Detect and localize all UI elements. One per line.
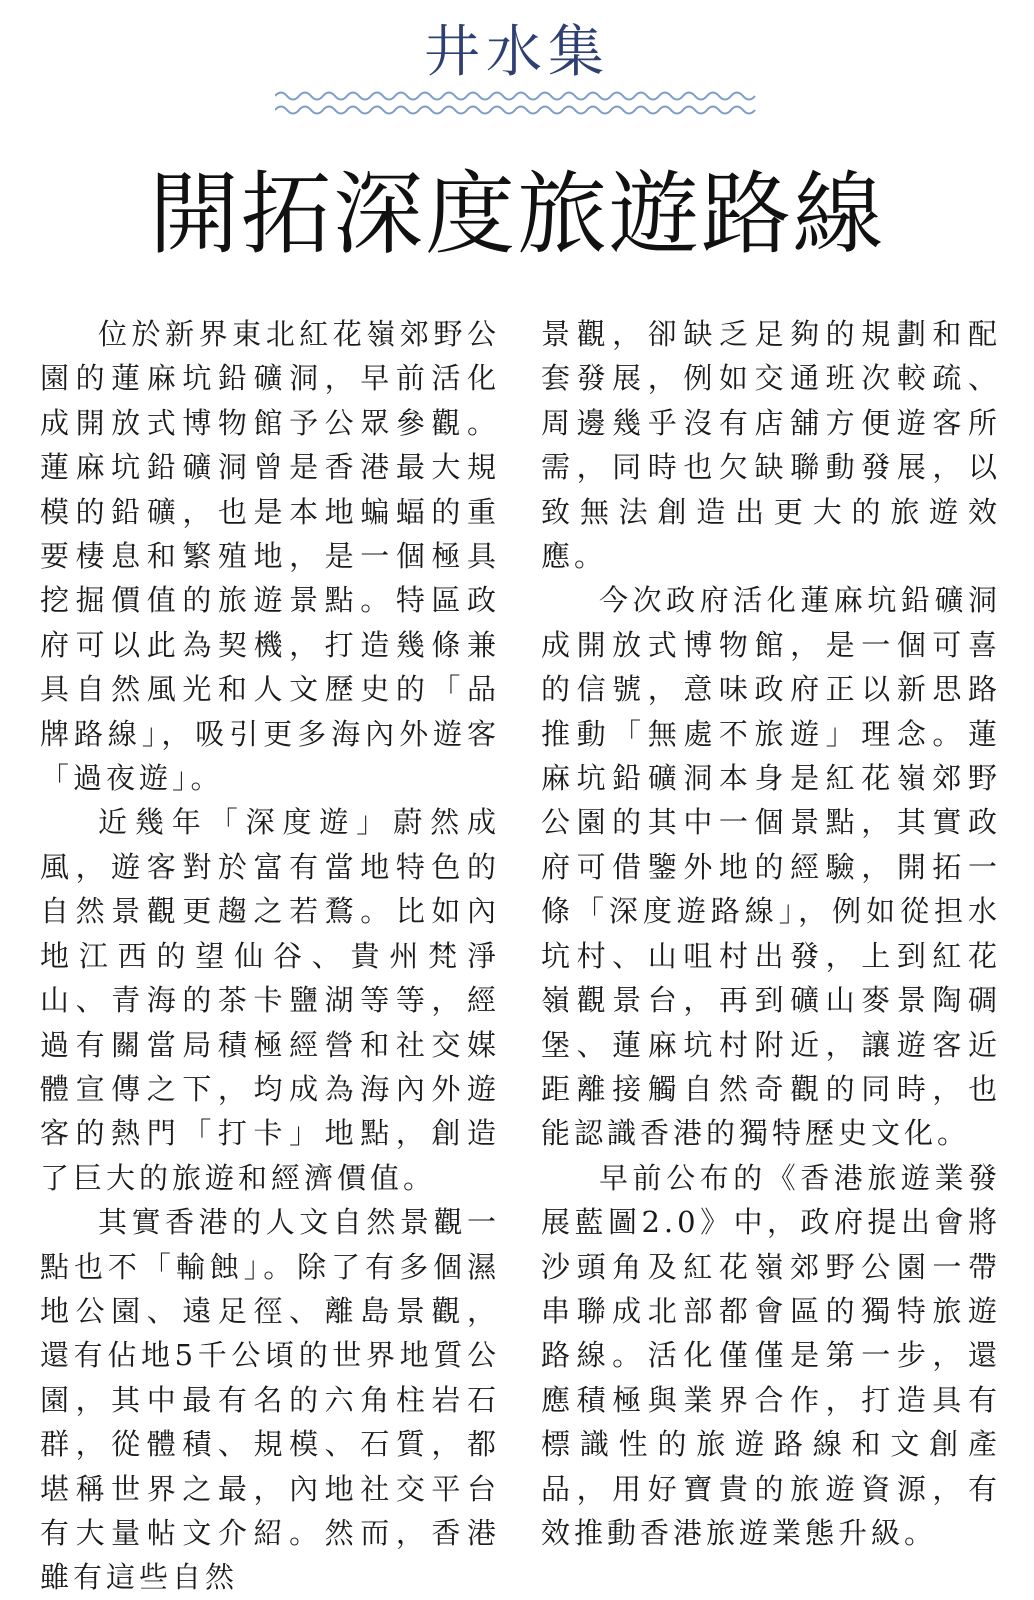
article-headline: 開拓深度旅遊路線 [149,162,885,267]
article-paragraph: 位於新界東北紅花嶺郊野公園的蓮麻坑鉛礦洞，早前活化成開放式博物館予公眾參觀。蓮麻坑鉛礦洞曾是香港最大規模的鉛礦，也是本地蝙蝠的重要棲息和繁殖地，是一個極具挖掘價值的旅遊景點。特區政府可以此為契機，打造幾條兼具自然風光和人文歷史的「品牌路線」，吸引更多海內外遊客「過夜遊」。 [40,317,500,796]
article-paragraph: 近幾年「深度遊」蔚然成風，遊客對於富有當地特色的自然景觀更趨之若鶩。比如內地江西的望仙谷、貴州梵淨山、青海的茶卡鹽湖等等，經過有關當局積極經營和社交媒體宣傳之下，均成為海內外遊客的熱門「打卡」地點，創造了巨大的旅遊和經濟價值。 [40,805,500,1195]
article-paragraph-continued: 景觀，卻缺乏足夠的規劃和配套發展，例如交通班次較疏、周邊幾乎沒有店舖方便遊客所需，同時也欠缺聯動發展，以致無法創造出更大的旅遊效應。 [541,317,1001,574]
article-paragraph: 早前公布的《香港旅遊業發展藍圖2.0》中，政府提出會將沙頭角及紅花嶺郊野公園一帶串聯成北部都會區的獨特旅遊路線。活化僅僅是第一步，還應積極與業界合作，打造具有標識性的旅遊路線和文創產品，用好寶貴的旅遊資源，有效推動香港旅遊業態升級。 [541,1160,1001,1550]
article-paragraph: 今次政府活化蓮麻坑鉛礦洞成開放式博物館，是一個可喜的信號，意味政府正以新思路推動「無處不旅遊」理念。蓮麻坑鉛礦洞本身是紅花嶺郊野公園的其中一個景點，其實政府可借鑒外地的經驗，開拓一條「深度遊路線」，例如從担水坑村、山咀村出發，上到紅花嶺觀景台，再到礦山麥景陶碉堡、蓮麻坑村附近，讓遊客近距離接觸自然奇觀的同時，也能認識香港的獨特歷史文化。 [541,583,1001,1151]
column-title: 井水集 [424,20,610,85]
article-paragraph: 其實香港的人文自然景觀一點也不「輸蝕」。除了有多個濕地公園、遠足徑、離島景觀，還有佔地5千公頃的世界地質公園，其中最有名的六角柱岩石群，從體積、規模、石質，都堪稱世界之最，內地社交平台有大量帖文介紹。然而，香港雖有這些自然 [40,1205,500,1595]
article-column-left [40,312,500,1600]
article-column-right [541,312,1001,1555]
wave-divider-icon [275,84,759,120]
